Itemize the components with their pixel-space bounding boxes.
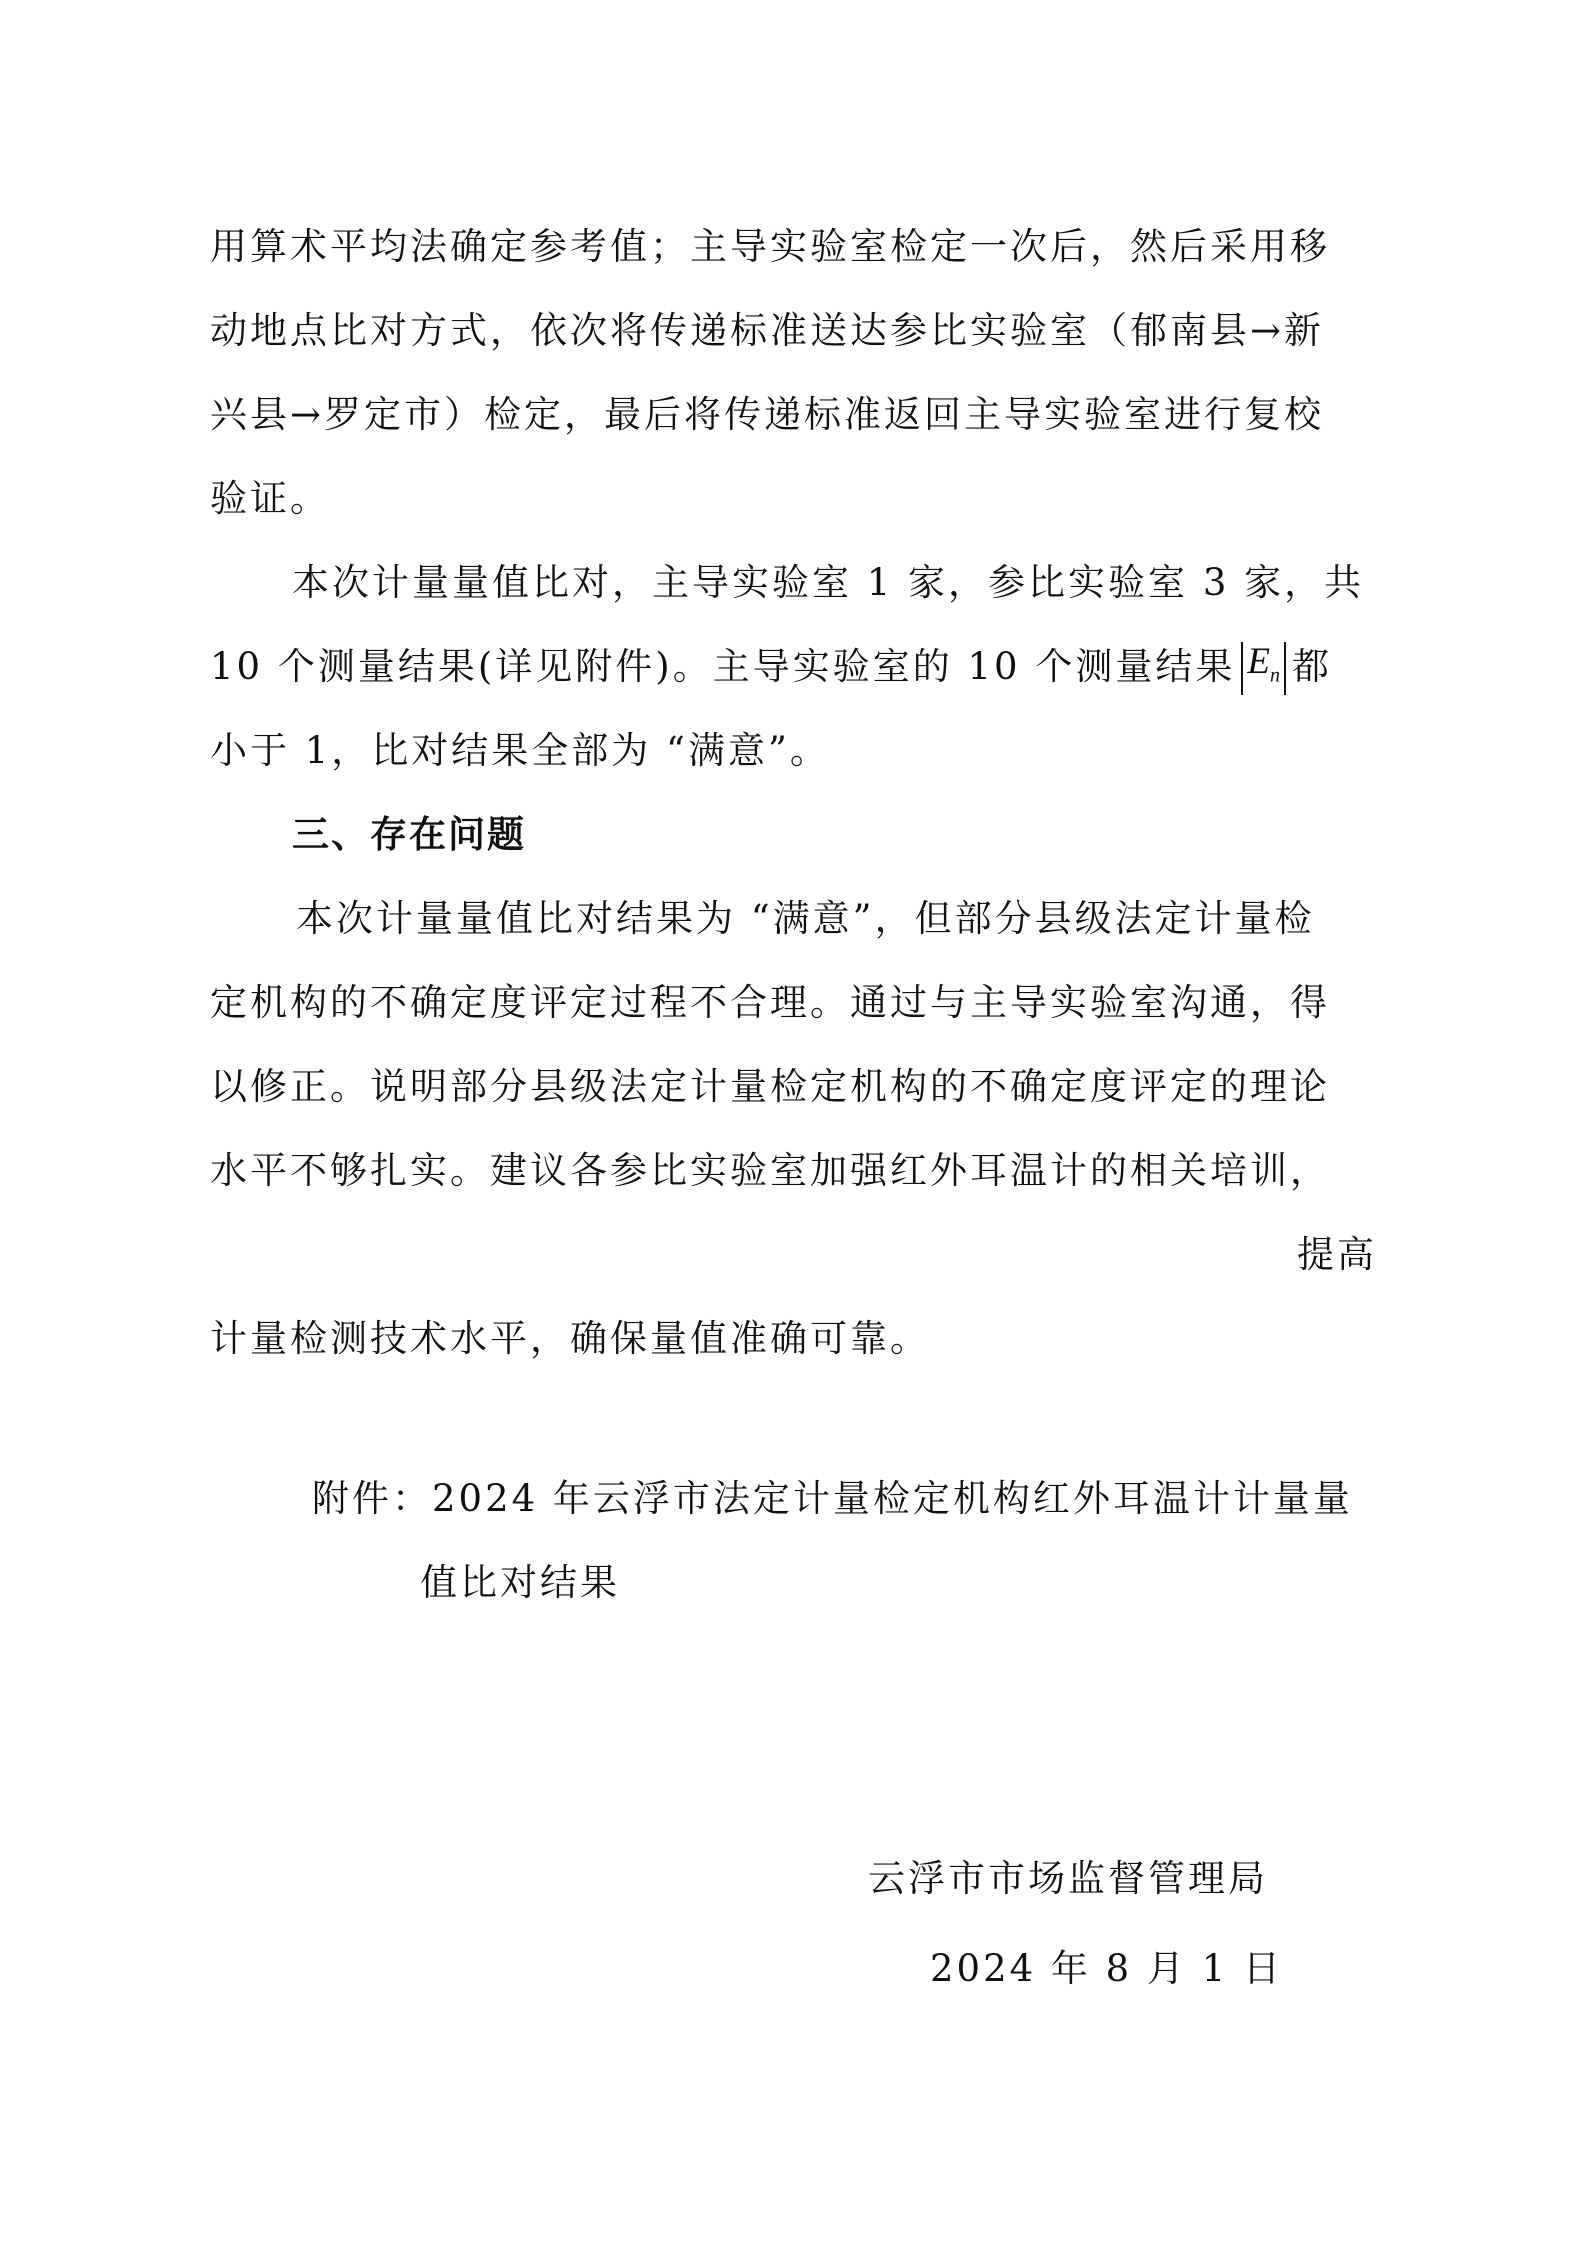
- en-formula: [1241, 642, 1286, 695]
- section3-line3: 以修正。说明部分县级法定计量检定机构的不确定度评定的理论: [210, 1065, 1330, 1108]
- issuing-organization: 云浮市市场监督管理局: [868, 1857, 1268, 1900]
- paragraph1-line3: 兴县→罗定市）检定，最后将传递标准返回主导实验室进行复校: [210, 393, 1325, 436]
- attachment-line1: 附件：2024 年云浮市法定计量检定机构红外耳温计计量量: [312, 1477, 1353, 1520]
- section3-line6: 计量检测技术水平，确保量值准确可靠。: [210, 1317, 930, 1360]
- paragraph2-line2-text: 10 个测量结果(详见附件)。主导实验室的 10 个测量结果: [210, 645, 1236, 688]
- section3-line2: 定机构的不确定度评定过程不合理。通过与主导实验室沟通，得: [210, 981, 1330, 1024]
- paragraph2-line1: 本次计量量值比对，主导实验室 1 家，参比实验室 3 家，共: [292, 561, 1365, 604]
- en-subscript: n: [1269, 664, 1280, 687]
- section-heading: 三、存在问题: [292, 813, 526, 856]
- paragraph2-line2-suffix: 都: [1291, 645, 1332, 688]
- en-symbol: E: [1247, 641, 1270, 682]
- section3-line1: 本次计量量值比对结果为 “满意”，但部分县级法定计量检: [296, 897, 1315, 940]
- paragraph1-line4: 验证。: [210, 477, 330, 520]
- section3-line4: 水平不够扎实。建议各参比实验室加强红外耳温计的相关培训，: [210, 1149, 1330, 1192]
- paragraph1-line1: 用算术平均法确定参考值；主导实验室检定一次后，然后采用移: [210, 225, 1330, 268]
- paragraph2-line2: [210, 642, 1332, 695]
- paragraph2-line3: 小于 1，比对结果全部为 “满意”。: [210, 729, 830, 772]
- attachment-line2: 值比对结果: [420, 1561, 620, 1604]
- issue-date: 2024 年 8 月 1 日: [930, 1947, 1284, 1990]
- section3-line5: 提高: [1297, 1233, 1377, 1276]
- paragraph1-line2: 动地点比对方式，依次将传递标准送达参比实验室（郁南县→新: [210, 309, 1325, 352]
